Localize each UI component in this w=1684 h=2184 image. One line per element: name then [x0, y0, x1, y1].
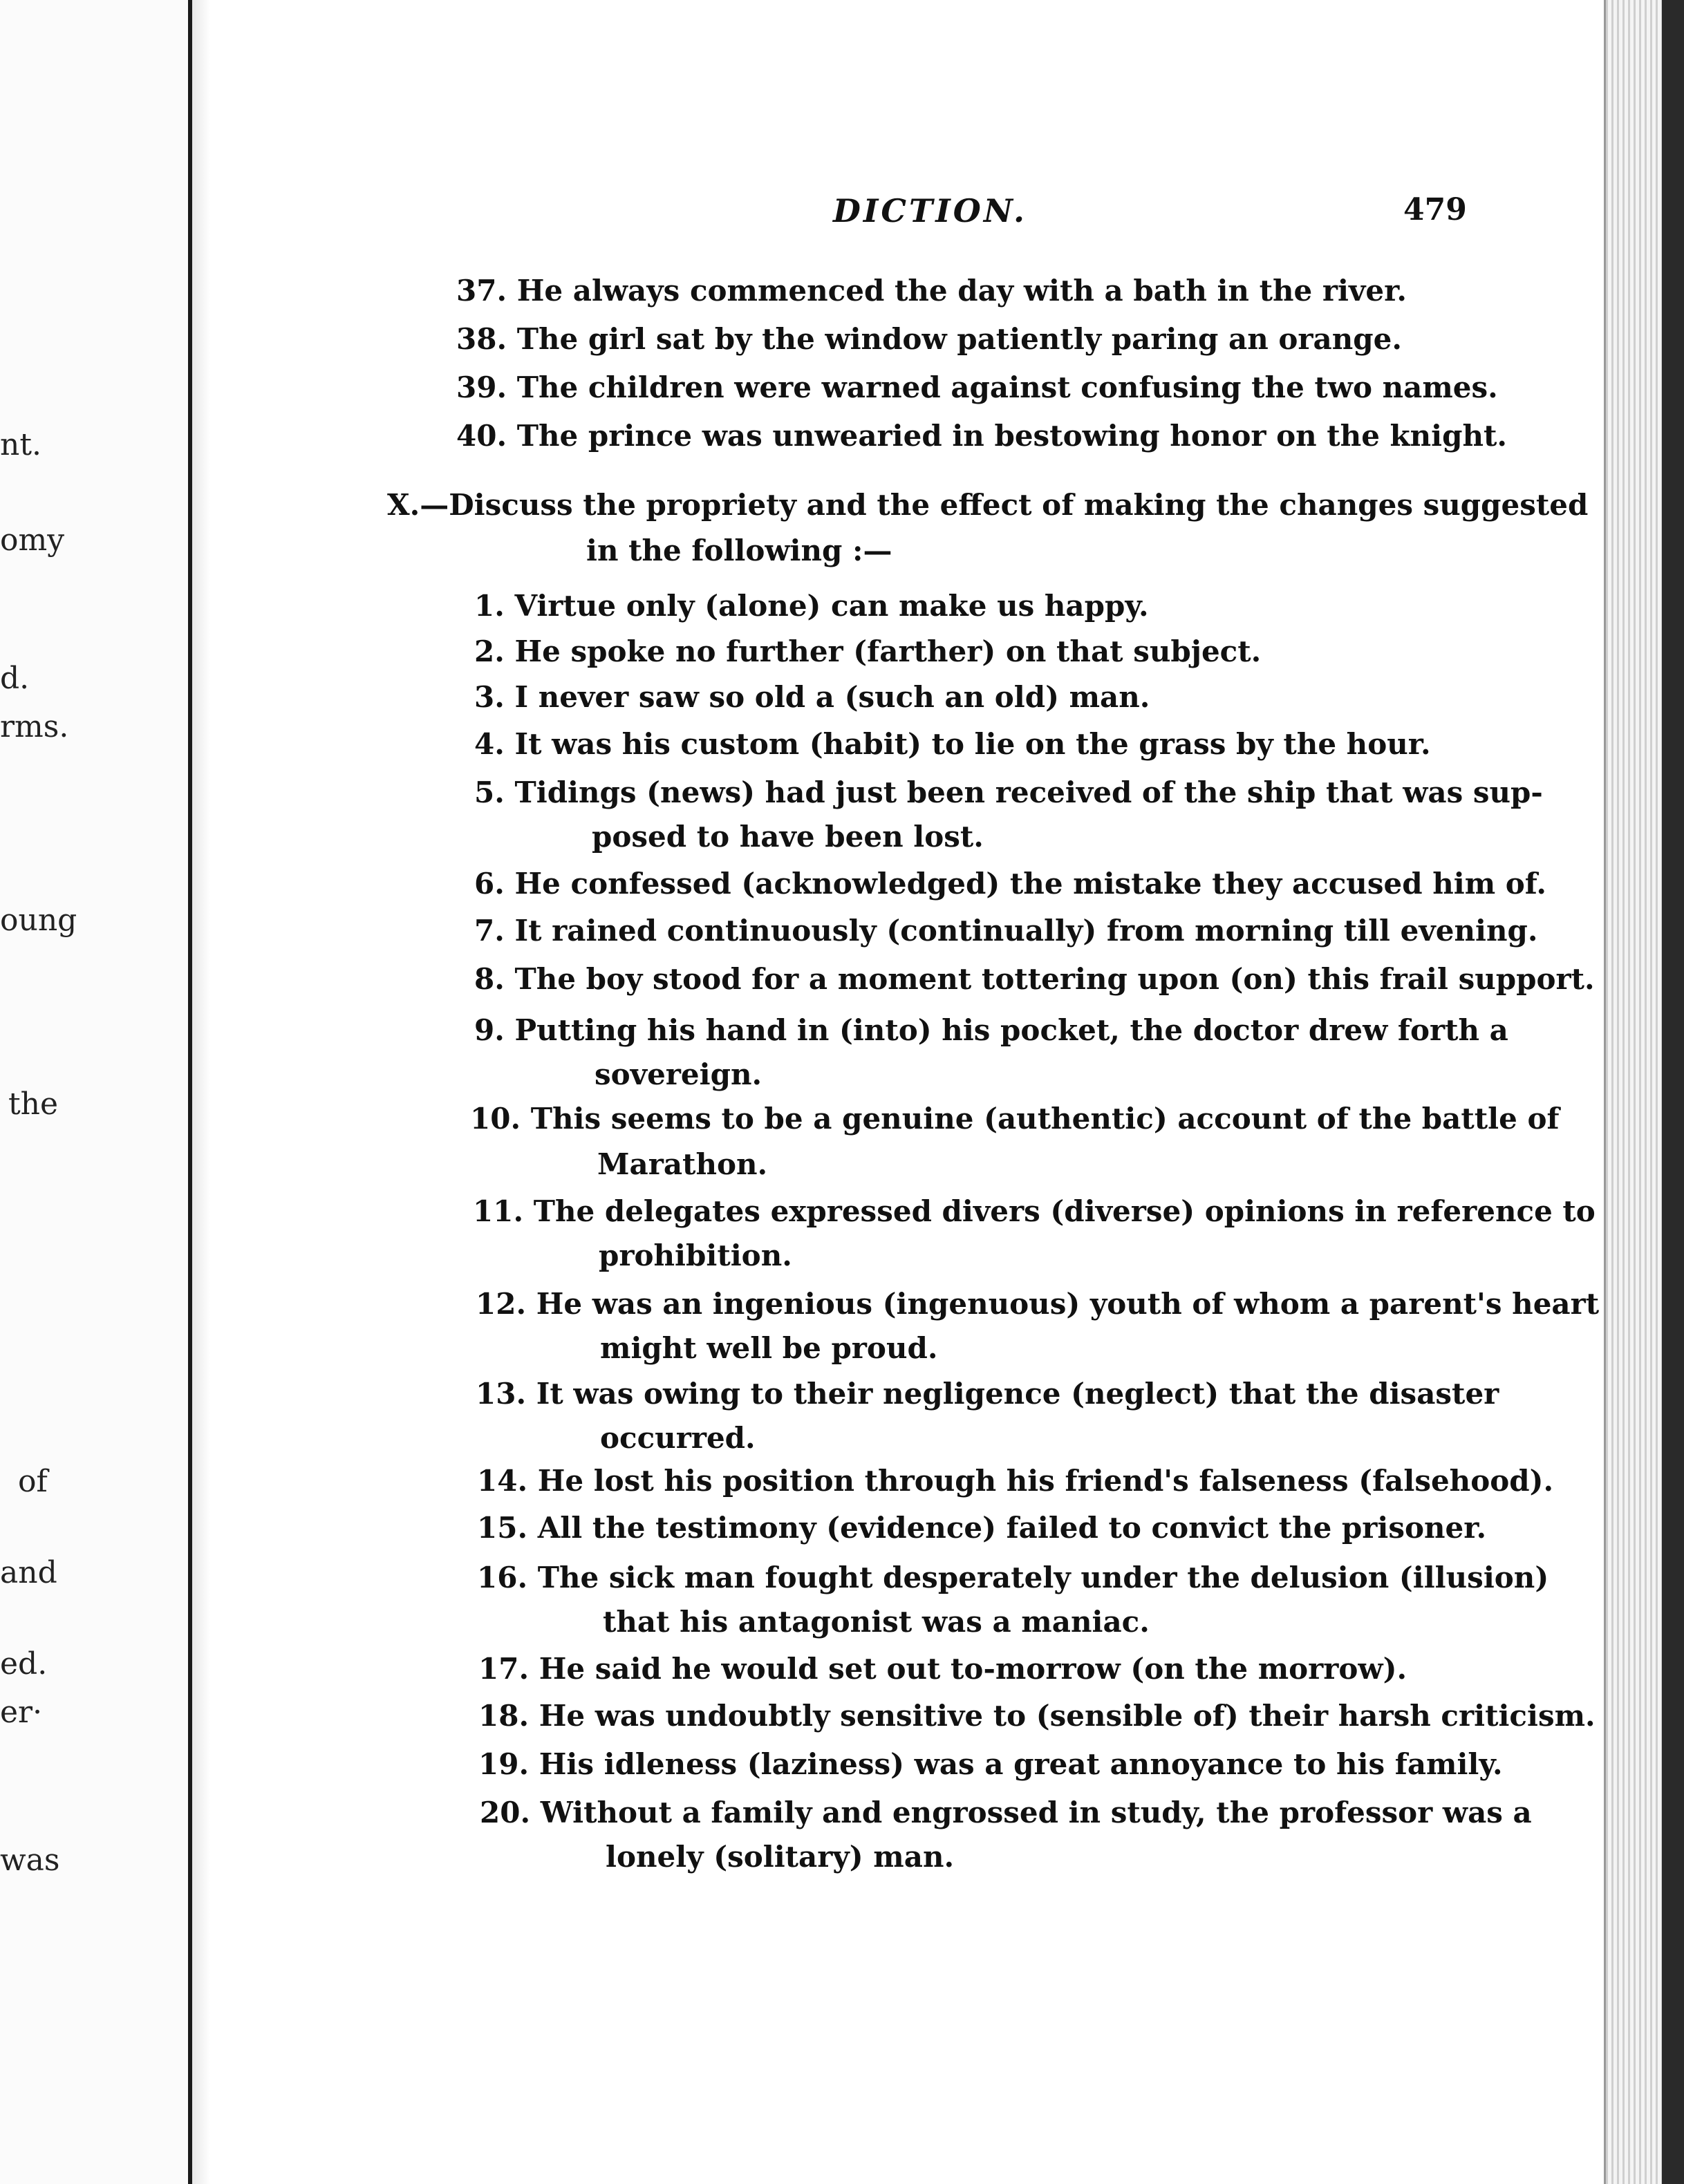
- list-item: [473, 1194, 1596, 1228]
- item-continuation: Marathon.: [597, 1147, 768, 1181]
- list-item: [456, 274, 1407, 308]
- exercise-label: X.—: [387, 488, 449, 522]
- facing-page-fragment: nt.: [0, 427, 42, 462]
- item-number: 38.: [456, 322, 507, 356]
- item-number: 19.: [478, 1747, 530, 1781]
- item-continuation: lonely (solitary) man.: [606, 1840, 955, 1874]
- list-item: [474, 867, 1546, 901]
- item-text: The prince was unwearied in bestowing honor on the knight.: [516, 419, 1508, 453]
- item-number: 8.: [474, 962, 505, 996]
- list-item: [476, 1377, 1499, 1411]
- list-item: [474, 914, 1538, 948]
- item-number: 13.: [476, 1377, 527, 1411]
- facing-page-fragment: was: [0, 1843, 60, 1878]
- item-continuation: posed to have been lost.: [592, 820, 984, 854]
- list-item: [478, 1699, 1596, 1733]
- facing-page: [0, 0, 192, 2184]
- item-text: The sick man fought desperately under the delusion (illusion): [537, 1561, 1549, 1594]
- item-continuation: prohibition.: [599, 1239, 792, 1272]
- facing-page-fragment: the: [8, 1086, 59, 1122]
- item-text: It was owing to their negligence (neglect) that the disaster: [536, 1377, 1499, 1411]
- list-item: [474, 962, 1595, 996]
- list-item: [477, 1511, 1487, 1545]
- item-text: It was his custom (habit) to lie on the grass by the hour.: [514, 727, 1431, 761]
- item-number: 6.: [474, 867, 505, 901]
- list-item: [478, 1747, 1503, 1781]
- item-text: He spoke no further (farther) on that subject.: [514, 634, 1262, 668]
- list-item: [474, 589, 1149, 623]
- item-text: The children were warned against confusing the two names.: [516, 370, 1498, 404]
- item-number: 12.: [476, 1287, 527, 1321]
- facing-page-fragment: rms.: [0, 709, 69, 744]
- item-number: 37.: [456, 274, 507, 308]
- item-text: This seems to be a genuine (authentic) account of the battle of: [530, 1102, 1560, 1136]
- item-text: He was an ingenious (ingenuous) youth of whom a parent's heart: [536, 1287, 1600, 1321]
- list-item: [456, 419, 1508, 453]
- list-item: [474, 634, 1262, 668]
- item-number: 20.: [480, 1796, 531, 1829]
- item-number: 7.: [474, 914, 505, 948]
- item-text: He confessed (acknowledged) the mistake they accused him of.: [514, 867, 1546, 901]
- item-continuation: might well be proud.: [600, 1331, 938, 1365]
- item-text: He always commenced the day with a bath in the river.: [516, 274, 1407, 308]
- facing-page-fragment: er·: [0, 1695, 43, 1730]
- list-item: [474, 680, 1150, 714]
- item-number: 18.: [478, 1699, 530, 1733]
- item-number: 5.: [474, 775, 505, 809]
- item-text: Putting his hand in (into) his pocket, the doctor drew forth a: [514, 1013, 1508, 1047]
- item-number: 15.: [477, 1511, 528, 1545]
- item-text: The boy stood for a moment tottering upon (on) this frail support.: [514, 962, 1595, 996]
- list-item: [474, 1013, 1508, 1047]
- item-number: 1.: [474, 589, 505, 623]
- list-item: [474, 775, 1543, 809]
- item-number: 39.: [456, 370, 507, 404]
- item-text: He lost his position through his friend's falseness (falsehood).: [537, 1464, 1554, 1498]
- item-text: I never saw so old a (such an old) man.: [514, 680, 1150, 714]
- page-number: 479: [1403, 192, 1467, 227]
- list-item: [477, 1563, 1549, 1592]
- item-number: 11.: [473, 1194, 524, 1228]
- item-text: It rained continuously (continually) from morning till evening.: [514, 914, 1538, 948]
- instruction-line: Discuss the propriety and the effect of making the changes suggested: [449, 488, 1589, 522]
- item-number: 16.: [477, 1561, 528, 1594]
- list-item: [456, 370, 1498, 404]
- item-number: 40.: [456, 419, 507, 453]
- item-text: All the testimony (evidence) failed to convict the prisoner.: [537, 1511, 1487, 1545]
- item-text: He was undoubtly sensitive to (sensible of) their harsh criticism.: [539, 1699, 1596, 1733]
- item-number: 10.: [470, 1102, 521, 1136]
- item-continuation: occurred.: [600, 1421, 756, 1455]
- item-text: He said he would set out to-morrow (on the morrow).: [539, 1652, 1407, 1686]
- instruction-continuation: in the following :—: [586, 534, 892, 567]
- facing-page-fragment: ed.: [0, 1646, 48, 1682]
- list-item: [470, 1102, 1560, 1136]
- item-continuation: that his antagonist was a maniac.: [603, 1605, 1150, 1639]
- list-item: [476, 1287, 1600, 1321]
- item-text: His idleness (laziness) was a great annoyance to his family.: [539, 1747, 1503, 1781]
- facing-page-fragment: omy: [0, 523, 65, 558]
- facing-page-fragment: and: [0, 1555, 57, 1590]
- book-edge-shadow: [1662, 0, 1684, 2184]
- item-number: 3.: [474, 680, 505, 714]
- exercise-instruction: [387, 488, 1589, 522]
- book-gutter: [192, 0, 210, 2184]
- item-continuation: sovereign.: [595, 1057, 763, 1091]
- item-text: Tidings (news) had just been received of the ship that was sup-: [514, 775, 1543, 809]
- list-item: [480, 1798, 1532, 1827]
- item-number: 14.: [477, 1464, 528, 1498]
- facing-page-fragment: d.: [0, 661, 30, 696]
- item-number: 9.: [474, 1013, 505, 1047]
- item-text: The girl sat by the window patiently paring an orange.: [516, 322, 1402, 356]
- item-text: The delegates expressed divers (diverse) opinions in reference to: [533, 1194, 1596, 1228]
- facing-page-fragment: of: [18, 1464, 48, 1499]
- item-text: Virtue only (alone) can make us happy.: [514, 589, 1149, 623]
- item-text: Without a family and engrossed in study, the professor was a: [540, 1796, 1532, 1829]
- item-number: 4.: [474, 727, 505, 761]
- item-number: 2.: [474, 634, 505, 668]
- list-item: [478, 1652, 1407, 1686]
- list-item: [477, 1464, 1554, 1498]
- running-head: DICTION.: [833, 192, 1027, 229]
- list-item: [474, 727, 1431, 761]
- list-item: [456, 322, 1402, 356]
- facing-page-fragment: oung: [0, 903, 77, 938]
- item-number: 17.: [478, 1652, 530, 1686]
